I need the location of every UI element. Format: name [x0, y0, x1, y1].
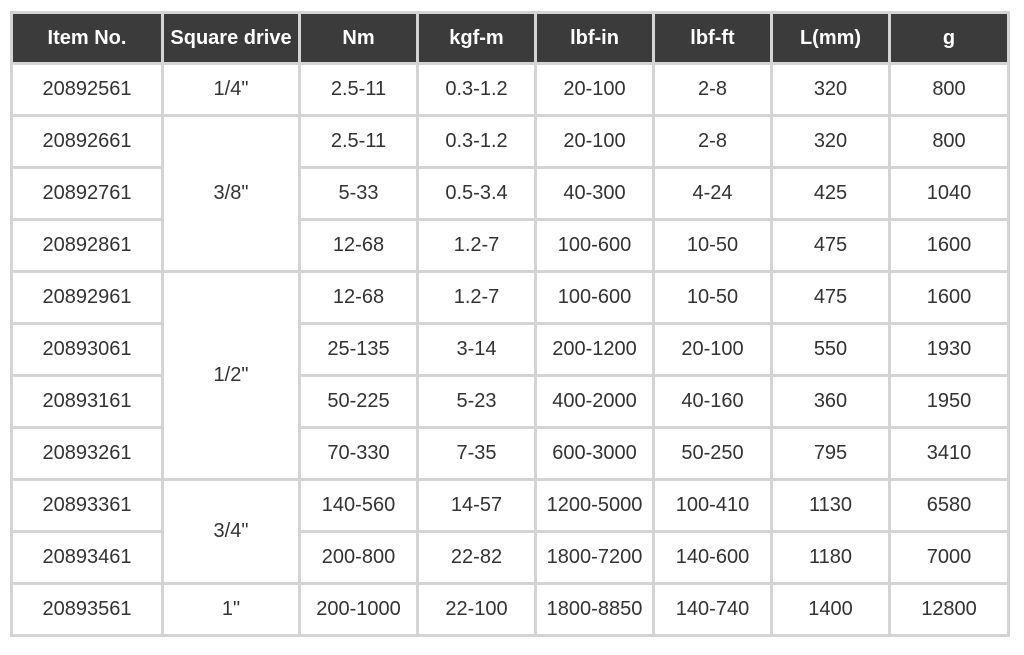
header-square-drive: Square drive: [164, 14, 298, 62]
torque-nm: 70-330: [301, 429, 416, 478]
table-row: [13, 65, 1007, 114]
weight-g: 1950: [891, 377, 1007, 426]
header-weight: g: [891, 14, 1007, 62]
weight-g: 800: [891, 65, 1007, 114]
header-lbf-in: lbf-in: [537, 14, 652, 62]
length-mm: 360: [773, 377, 888, 426]
length-mm: 795: [773, 429, 888, 478]
item-number: 20893161: [13, 377, 161, 426]
square-drive: 1/2": [164, 273, 298, 478]
torque-lbf-in: 400-2000: [537, 377, 652, 426]
table-body: [13, 65, 1007, 634]
torque-lbf-in: 20-100: [537, 65, 652, 114]
torque-kgf-m: 22-100: [419, 585, 534, 634]
length-mm: 1180: [773, 533, 888, 582]
header-item-no: Item No.: [13, 14, 161, 62]
torque-lbf-in: 200-1200: [537, 325, 652, 374]
weight-g: 800: [891, 117, 1007, 166]
torque-lbf-ft: 20-100: [655, 325, 770, 374]
weight-g: 1600: [891, 273, 1007, 322]
torque-wrench-spec-table: [10, 11, 1010, 637]
torque-nm: 2.5-11: [301, 65, 416, 114]
length-mm: 1400: [773, 585, 888, 634]
torque-lbf-in: 1800-8850: [537, 585, 652, 634]
torque-nm: 12-68: [301, 221, 416, 270]
table-row: [13, 221, 1007, 270]
table-row: [13, 533, 1007, 582]
torque-lbf-in: 20-100: [537, 117, 652, 166]
table-row: [13, 117, 1007, 166]
item-number: 20892561: [13, 65, 161, 114]
item-number: 20893561: [13, 585, 161, 634]
torque-lbf-ft: 50-250: [655, 429, 770, 478]
table-row: [13, 377, 1007, 426]
torque-lbf-ft: 10-50: [655, 221, 770, 270]
torque-kgf-m: 1.2-7: [419, 221, 534, 270]
length-mm: 1130: [773, 481, 888, 530]
torque-lbf-ft: 2-8: [655, 117, 770, 166]
table-row: [13, 273, 1007, 322]
torque-lbf-ft: 2-8: [655, 65, 770, 114]
length-mm: 475: [773, 221, 888, 270]
torque-kgf-m: 3-14: [419, 325, 534, 374]
torque-kgf-m: 0.3-1.2: [419, 65, 534, 114]
length-mm: 320: [773, 117, 888, 166]
square-drive: 3/4": [164, 481, 298, 582]
header-lbf-ft: lbf-ft: [655, 14, 770, 62]
torque-lbf-ft: 40-160: [655, 377, 770, 426]
torque-kgf-m: 0.5-3.4: [419, 169, 534, 218]
torque-nm: 50-225: [301, 377, 416, 426]
torque-nm: 140-560: [301, 481, 416, 530]
torque-kgf-m: 7-35: [419, 429, 534, 478]
weight-g: 1600: [891, 221, 1007, 270]
length-mm: 550: [773, 325, 888, 374]
torque-lbf-in: 1800-7200: [537, 533, 652, 582]
square-drive: 3/8": [164, 117, 298, 270]
torque-nm: 2.5-11: [301, 117, 416, 166]
weight-g: 7000: [891, 533, 1007, 582]
weight-g: 1930: [891, 325, 1007, 374]
torque-kgf-m: 1.2-7: [419, 273, 534, 322]
torque-nm: 5-33: [301, 169, 416, 218]
length-mm: 320: [773, 65, 888, 114]
weight-g: 1040: [891, 169, 1007, 218]
item-number: 20893261: [13, 429, 161, 478]
square-drive: 1": [164, 585, 298, 634]
torque-lbf-ft: 4-24: [655, 169, 770, 218]
length-mm: 425: [773, 169, 888, 218]
item-number: 20893461: [13, 533, 161, 582]
item-number: 20893361: [13, 481, 161, 530]
torque-lbf-ft: 10-50: [655, 273, 770, 322]
header-length: L(mm): [773, 14, 888, 62]
torque-lbf-in: 1200-5000: [537, 481, 652, 530]
square-drive: 1/4": [164, 65, 298, 114]
table-row: [13, 169, 1007, 218]
torque-nm: 12-68: [301, 273, 416, 322]
weight-g: 6580: [891, 481, 1007, 530]
item-number: 20892961: [13, 273, 161, 322]
table-header: [13, 14, 1007, 62]
torque-nm: 200-1000: [301, 585, 416, 634]
torque-kgf-m: 14-57: [419, 481, 534, 530]
length-mm: 475: [773, 273, 888, 322]
header-row: [13, 14, 1007, 62]
torque-kgf-m: 5-23: [419, 377, 534, 426]
torque-lbf-ft: 140-600: [655, 533, 770, 582]
table-row: [13, 429, 1007, 478]
torque-lbf-in: 600-3000: [537, 429, 652, 478]
torque-kgf-m: 22-82: [419, 533, 534, 582]
torque-lbf-ft: 100-410: [655, 481, 770, 530]
weight-g: 12800: [891, 585, 1007, 634]
table-row: [13, 585, 1007, 634]
item-number: 20892661: [13, 117, 161, 166]
item-number: 20893061: [13, 325, 161, 374]
table-row: [13, 481, 1007, 530]
item-number: 20892761: [13, 169, 161, 218]
torque-lbf-ft: 140-740: [655, 585, 770, 634]
torque-lbf-in: 100-600: [537, 221, 652, 270]
torque-nm: 25-135: [301, 325, 416, 374]
torque-kgf-m: 0.3-1.2: [419, 117, 534, 166]
torque-lbf-in: 40-300: [537, 169, 652, 218]
header-nm: Nm: [301, 14, 416, 62]
torque-nm: 200-800: [301, 533, 416, 582]
header-kgf-m: kgf-m: [419, 14, 534, 62]
weight-g: 3410: [891, 429, 1007, 478]
item-number: 20892861: [13, 221, 161, 270]
torque-lbf-in: 100-600: [537, 273, 652, 322]
table-row: [13, 325, 1007, 374]
